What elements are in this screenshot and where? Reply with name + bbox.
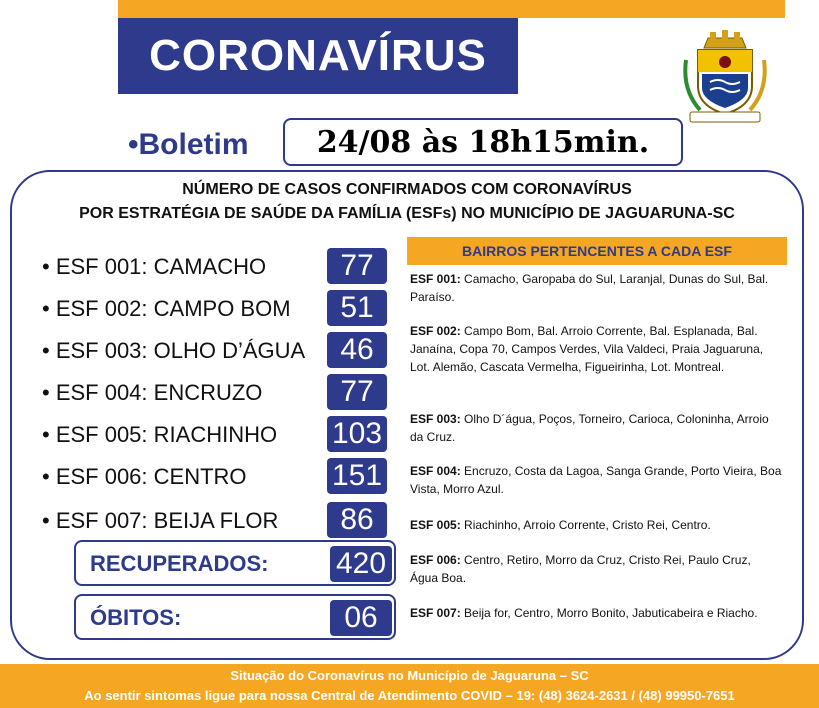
bairros-heading: BAIRROS PERTENCENTES A CADA ESF [407,237,787,265]
boletim-label: •Boletim [128,128,249,161]
obitos-count: 06 [330,600,392,636]
bairro-entry [410,322,782,376]
esf-row [42,458,392,498]
esf-label: • ESF 007: BEIJA FLOR [42,508,279,533]
obitos-box [74,594,396,640]
case-count-badge: 86 [327,502,387,538]
esf-label: • ESF 001: CAMACHO [42,254,267,279]
page-title: CORONAVÍRUS [118,18,518,94]
esf-label: • ESF 002: CAMPO BOM [42,296,291,321]
recuperados-count: 420 [330,546,392,582]
bairro-code: ESF 001: [410,272,461,286]
bairro-text: Camacho, Garopaba do Sul, Laranjal, Dunas do Sul, Bal. Paraíso. [410,272,769,304]
bairro-text: Riachinho, Arroio Corrente, Cristo Rei, Centro. [464,518,711,532]
esf-row [42,332,392,372]
footer-line-1: Situação do Coronavírus no Município de Jaguaruna – SC [230,668,589,683]
bairro-entry [410,462,782,498]
bairro-entry [410,604,782,622]
esf-row [42,502,392,542]
esf-row [42,374,392,414]
case-count-badge: 103 [327,416,387,452]
headline-line-2: POR ESTRATÉGIA DE SAÚDE DA FAMÍLIA (ESFs) NO MUNICÍPIO DE JAGUARUNA-SC [79,205,735,222]
bairro-code: ESF 007: [410,606,461,620]
obitos-label: ÓBITOS: [90,605,182,630]
bairro-text: Campo Bom, Bal. Arroio Corrente, Bal. Esplanada, Bal. Janaína, Copa 70, Campos Verdes, Vila Valdeci, Praia Jaguaruna, Lot. Alemão, Cascata Vermelha, Figueirinha, Lot. Montreal. [410,324,764,374]
bairro-entry [410,516,782,534]
case-count-badge: 77 [327,374,387,410]
bairro-code: ESF 002: [410,324,461,338]
case-count-badge: 77 [327,248,387,284]
esf-row [42,248,392,288]
date-time-box [283,118,683,166]
headline-line-1: NÚMERO DE CASOS CONFIRMADOS COM CORONAVÍRUS [182,181,632,198]
headline [10,178,804,226]
municipal-crest-icon [680,30,770,126]
bairro-code: ESF 006: [410,553,461,567]
bairro-text: Olho D´água, Poços, Torneiro, Carioca, Coloninha, Arroio da Cruz. [410,412,769,444]
bairro-text: Encruzo, Costa da Lagoa, Sanga Grande, Porto Vieira, Boa Vista, Morro Azul. [410,464,782,496]
top-orange-strip [118,0,785,18]
bairro-text: Centro, Retiro, Morro da Cruz, Cristo Rei, Paulo Cruz, Água Boa. [410,553,751,585]
case-count-badge: 151 [327,458,387,494]
bairro-text: Beija for, Centro, Morro Bonito, Jabuticabeira e Riacho. [464,606,758,620]
esf-label: • ESF 005: RIACHINHO [42,422,278,447]
case-count-badge: 51 [327,290,387,326]
bairro-entry [410,410,782,446]
footer [0,664,819,708]
bairro-code: ESF 005: [410,518,461,532]
bairro-entry [410,551,782,587]
esf-label: • ESF 006: CENTRO [42,464,247,489]
recuperados-label: RECUPERADOS: [90,551,269,576]
esf-row [42,290,392,330]
esf-label: • ESF 004: ENCRUZO [42,380,263,405]
esf-row [42,416,392,456]
bairro-code: ESF 003: [410,412,461,426]
case-count-badge: 46 [327,332,387,368]
date-time-text: 24/08 às 18h15min. [316,124,650,160]
bairro-entry [410,270,782,306]
footer-contact-line: Ao sentir sintomas ligue para nossa Central de Atendimento COVID – 19: (48) 3624-2631 / (48) 99950-7651 [84,688,735,703]
bairro-code: ESF 004: [410,464,461,478]
esf-label: • ESF 003: OLHO D’ÁGUA [42,338,306,363]
recuperados-box [74,540,396,586]
